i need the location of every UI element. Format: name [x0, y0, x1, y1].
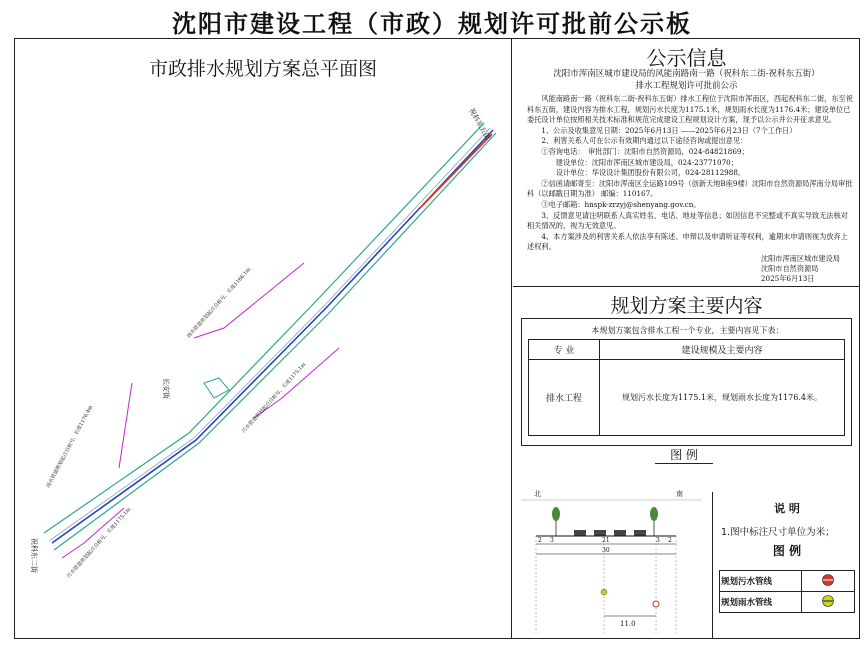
notice-body	[527, 94, 853, 253]
figure-title: 图 例	[655, 446, 713, 464]
plan-row-name: 排水工程	[529, 360, 600, 436]
road-label-bottom: 祝科东二街	[30, 538, 38, 573]
road-label-top: 祝科东五街	[467, 107, 492, 142]
car-icon	[614, 530, 626, 536]
dim-2: 3	[550, 537, 554, 544]
plan-row-content: 规划污水长度为1175.1米，规划雨水长度为1176.4米。	[600, 360, 845, 436]
car-icon	[594, 530, 606, 536]
notice-item-4: 4、本方案涉及的利害关系人依法享有陈述、申辩以及申请听证等权利，逾期未申请则视为放弃上述权利。	[527, 231, 848, 252]
notice-item-2b: 建设单位：沈阳市浑南区城市建设局，024-23771070；	[555, 157, 738, 167]
map-panel	[14, 38, 512, 639]
callout-line-2	[119, 383, 132, 468]
notice-item-1: 1、公示及收集意见日期：2025年6月13日 ——2025年6月23日（7个工作日）	[541, 125, 797, 135]
road-label-middle: 长安街	[162, 378, 170, 399]
explain-title: 说 明	[774, 502, 800, 515]
legend-sewer-label: 规划污水管线	[720, 571, 802, 592]
sign-org-2: 沈阳市自然资源局	[760, 264, 819, 273]
callout-text-4: 污水管道规划起点自桩号，长度1175.1m	[66, 506, 133, 580]
tree-icon	[552, 507, 560, 536]
road-edge-lower	[54, 133, 496, 550]
board-title: 沈阳市建设工程（市政）规划许可批前公示板	[172, 9, 692, 38]
dim-total: 30	[602, 547, 610, 554]
sewer-pipe-icon	[821, 573, 835, 587]
road-edge-upper	[44, 123, 484, 533]
rain-pipe-line	[52, 130, 493, 543]
legend-table	[719, 570, 855, 613]
dim-offset: 11.0	[620, 620, 636, 628]
dim-1: 2	[538, 537, 542, 544]
road-median	[49, 128, 490, 541]
notice-subtitle	[521, 68, 852, 92]
callout-text-3: 污水管道规划起点自桩号，长度1175.1m	[241, 361, 308, 435]
notice-item-2c: 设计单位：华设设计集团股份有限公司，024-28112988。	[555, 168, 746, 178]
notice-item-3: 3、反馈意见请注明联系人真实姓名、电话、地址等信息；如因信息不完整或不真实导致无法核对相关情况的，视为无效意见。	[527, 210, 848, 231]
plan-title: 规划方案主要内容	[610, 295, 763, 317]
sign-org-1: 沈阳市浑南区城市建设局	[760, 254, 840, 263]
dim-5: 2	[668, 537, 672, 544]
figure-north: 北	[534, 490, 541, 498]
notice-item-2: 2、利害关系人可在公示有效期内通过以下途径咨询或提出意见：	[541, 136, 748, 146]
notice-subtitle-line-2: 排水工程规划许可批前公示	[635, 81, 738, 91]
dim-4: 3	[656, 537, 660, 544]
site-plan-map	[14, 38, 512, 639]
plan-box	[521, 318, 852, 446]
car-icon	[634, 530, 646, 536]
plan-col-header-2: 建设规模及主要内容	[600, 340, 845, 360]
figure-south: 南	[676, 490, 683, 498]
notice-subtitle-line-1: 沈阳市浑南区城市建设局的风能南路南一路（祝科东二街-祝科东五街）	[553, 69, 820, 79]
plan-intro: 本规划方案包含排水工程一个专业，主要内容见下表：	[591, 326, 784, 335]
rain-pipe-icon	[821, 594, 835, 608]
plan-table	[528, 339, 845, 436]
legend-rain-symbol	[802, 592, 855, 613]
legend-rain-label: 规划雨水管线	[720, 592, 802, 613]
plan-col-header-1: 专 业	[529, 340, 600, 360]
legend-sewer-symbol	[802, 571, 855, 592]
legend-title: 图 例	[772, 544, 802, 558]
notice-panel	[513, 38, 860, 287]
callout-text-1: 雨水管道规划起点自桩号，长度1166.1m	[186, 266, 253, 340]
notice-signature	[761, 254, 840, 284]
notice-paragraph: 风能南路南一路（祝科东二街-祝科东五街）排水工程位于沈阳市浑南区，西起祝科东二街，东至祝科东五街，建设内容为排水工程，规划污水长度为1175.1米，规划雨水长度为1176.4米；建设单位已委托设计单位按照相关技术标准和规范完成建设工程规划设计方案，现予以公示并公开征求意见。	[527, 94, 853, 125]
rain-pipe-marker	[601, 589, 607, 595]
notice-item-2a: ①咨询电话： 审批部门：沈阳市自然资源局，024-84821869；	[541, 146, 749, 156]
map-title: 市政排水规划方案总平面图	[148, 58, 377, 80]
explain-note: 1.图中标注尺寸单位为米；	[721, 527, 835, 538]
sewer-pipe-marker	[653, 601, 659, 607]
sign-date: 2025年6月13日	[760, 274, 815, 283]
cross-section-figure	[516, 488, 712, 638]
plan-panel	[513, 288, 860, 452]
callout-text-2: 雨水管道规划起点自桩号，长度1176.4m	[45, 404, 95, 489]
car-icon	[574, 530, 586, 536]
dim-3: 21	[602, 537, 610, 544]
notice-title: 公示信息	[646, 46, 727, 70]
tree-icon	[650, 507, 658, 536]
notice-item-2d: ②信函请邮寄至：沈阳市浑南区全运路109号（创新天地B座9楼）沈阳市自然资源局浑南分局审批科（以邮戳日期为准） 邮编：110167。	[527, 178, 853, 199]
sewer-pipe-line	[420, 134, 492, 208]
explain-panel	[712, 492, 860, 639]
notice-item-2e: ③电子邮箱：hnspk-zrzyj@shenyang.gov.cn。	[541, 199, 701, 209]
